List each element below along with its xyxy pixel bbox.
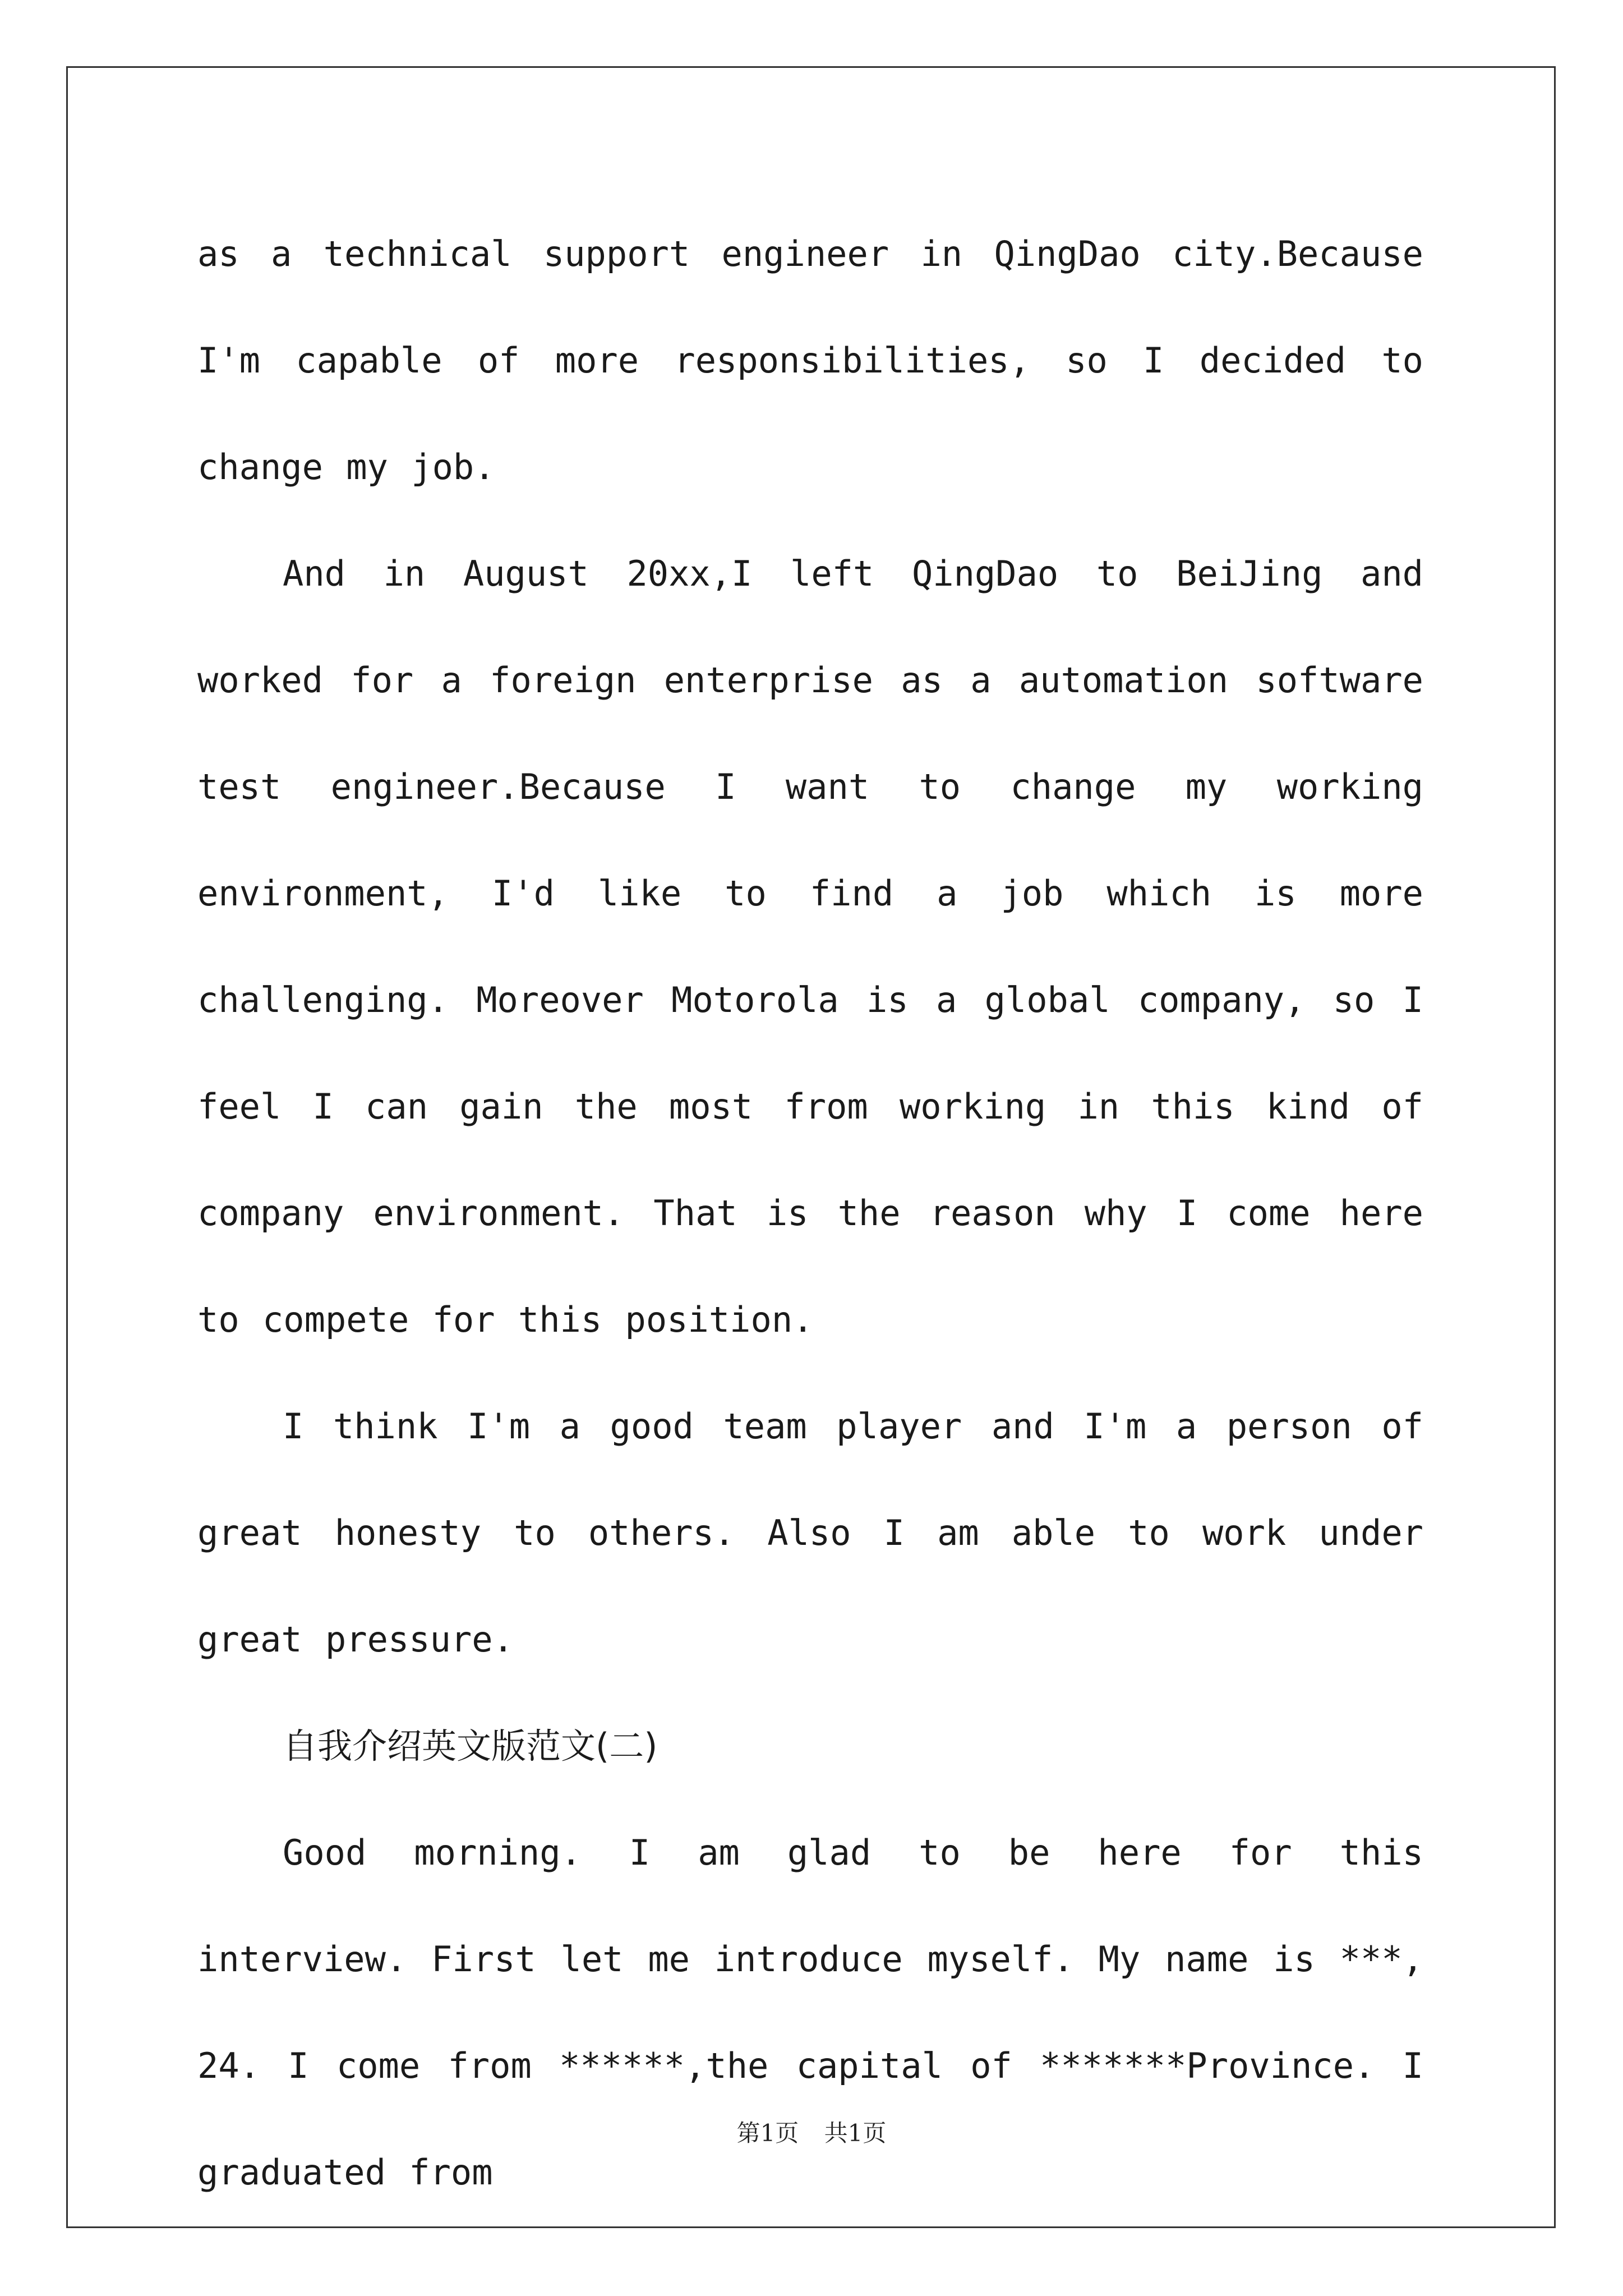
page-footer <box>0 2115 1623 2148</box>
document-body <box>197 201 1423 2226</box>
paragraph-3: I think I'm a good team player and I'm a person of great honesty to others. Also I am able to work under great pressure. <box>197 1406 1423 1660</box>
paragraph-4: Good morning. I am glad to be here for this interview. First let me introduce myself. My name is ***, 24. I come from ******,the capital of *******Province. I graduated from <box>197 1832 1423 2193</box>
paragraph-1: as a technical support engineer in QingDao city.Because I'm capable of more responsibilities, so I decided to change my job. <box>197 233 1423 487</box>
section-heading: 自我介绍英文版范文(二) <box>283 1726 658 1766</box>
paragraph-2: And in August 20xx,I left QingDao to BeiJing and worked for a foreign enterprise as a automation software test engineer.Because I want to change my working environment, I'd like to find a job which is more challenging. Moreover Motorola is a global company, so I feel I can gain the most from working in this kind of company environment. That is the reason why I come here to compete for this position. <box>197 553 1423 1340</box>
page-total: 共1页 <box>824 2119 887 2147</box>
page-number: 第1页 <box>736 2119 799 2147</box>
